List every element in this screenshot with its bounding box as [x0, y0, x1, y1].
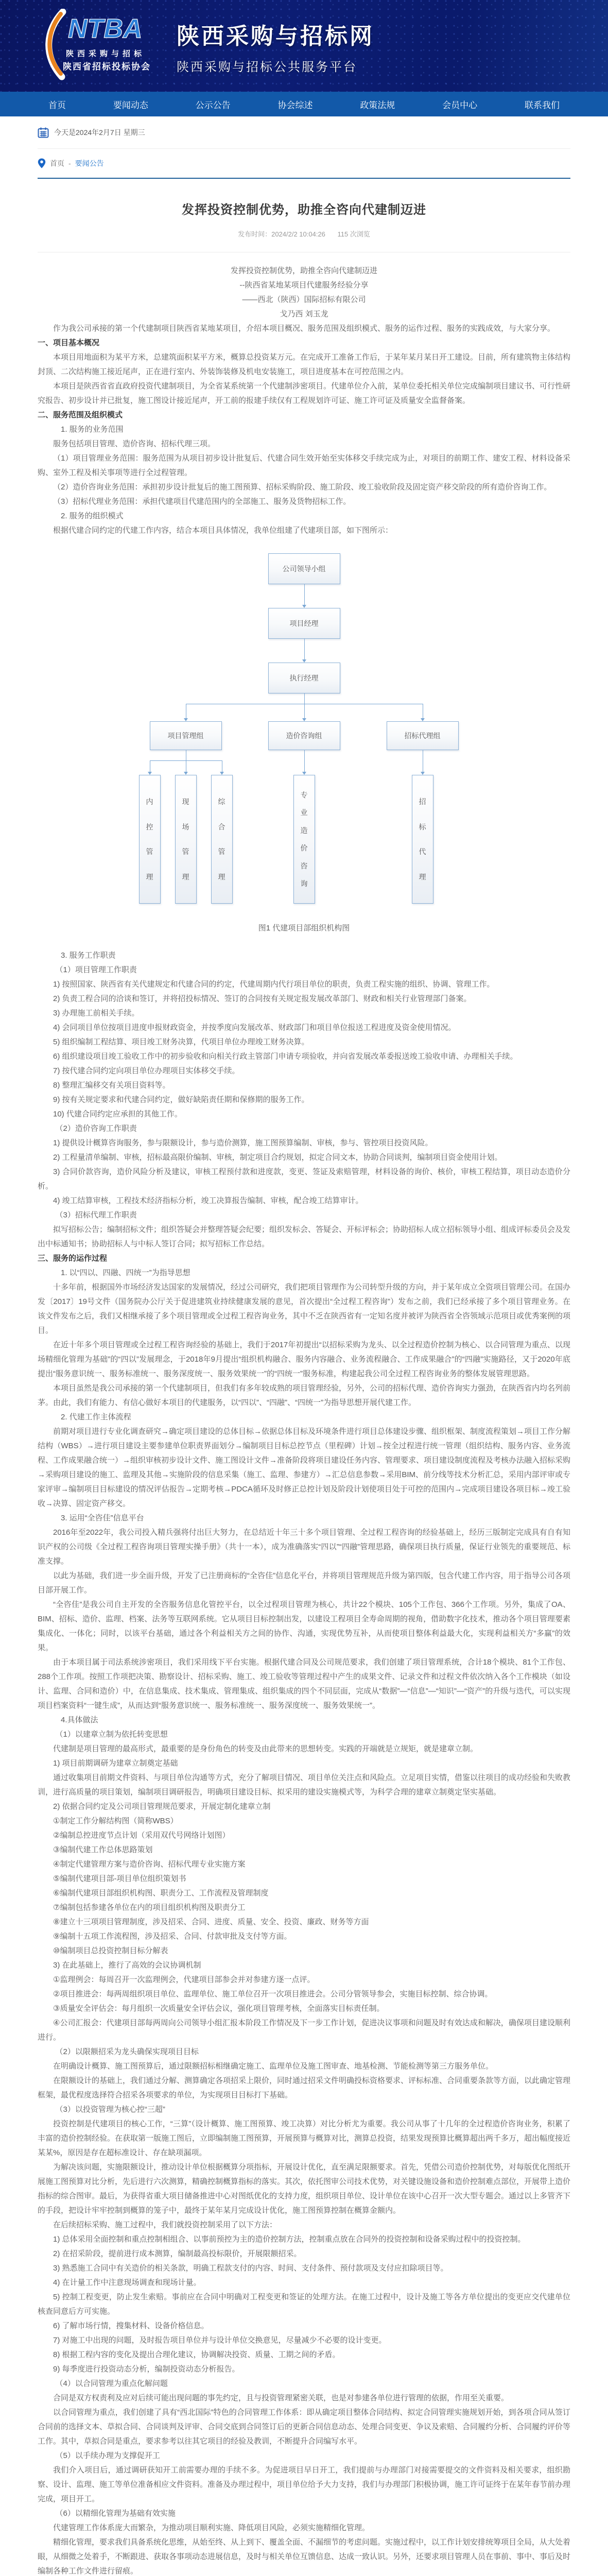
org-arrow: [184, 772, 188, 775]
org-node-leadership: 公司领导小组: [268, 553, 340, 584]
nav-item-2[interactable]: 公示公告: [195, 100, 231, 110]
article-line: 6) 了解市场行情，搜集材料、设备价格信息。: [53, 2321, 209, 2330]
content-container: [38, 116, 570, 2576]
article-line: 3. 服务工作职责: [61, 951, 116, 960]
org-connector: [304, 639, 305, 659]
org-arrow: [421, 718, 425, 721]
site-title: 陕西采购与招标网: [177, 23, 374, 49]
org-arrow: [220, 772, 224, 775]
org-connector: [304, 584, 305, 605]
article-line: 7) 按代建合同约定向项目单位办理项目实体移交手续。: [53, 1066, 240, 1075]
breadcrumb-home[interactable]: 首页: [50, 159, 64, 167]
nav-item-4[interactable]: 政策法规: [360, 100, 395, 110]
article-line: （2）以限额招采为龙头确保实现项目目标: [55, 2047, 199, 2056]
logo-line1: 陕西采购与招标: [66, 49, 146, 58]
org-arrow: [302, 718, 306, 721]
org-connector: [304, 704, 305, 718]
article-line: 投资控制是代建项目的核心工作，“三算”（设计概算、施工图预算、竣工决算）对比分析尤为重要。我公司从事了十几年的全过程造价咨询业务，积累了丰富的造价控制经验。在获取第一版施工图后，立即编制施工图预算，开展预算与概算对比，测算总投资，结果发现预算比概算超出两千多万，超出幅度接近某某%，原因是存在超标准设计、存在缺项漏项。: [38, 2120, 571, 2157]
breadcrumb-divider: [38, 178, 570, 179]
article-line: ①制定工作分解结构图（简称WBS）: [53, 1817, 178, 1825]
section-heading: 一、项目基本概况: [38, 338, 100, 347]
nav-item-6[interactable]: 联系我们: [524, 100, 560, 110]
article-line: 2. 服务的组织模式: [61, 512, 124, 520]
article-line: ⑦编制包括参建各单位在内的项目组织机构图及职责分工: [53, 1903, 246, 1912]
publish-time: 发布时间：2024/2/2 10:04:26: [238, 230, 325, 238]
article-line: 作为我公司承接的第一个代建制项目陕西省某地某项目，介绍本项目概况、服务范围及组织模式、服务的运作过程、服务的实践成效，与大家分享。: [53, 324, 555, 333]
site-subtitle: 陕西采购与招标公共服务平台: [177, 60, 357, 74]
article-line: 2) 依据合同约定及公司项目管理规范要求，开展定制化建章立制: [53, 1802, 271, 1811]
article-line: 在限额设计的基础上，我们通过分解、测算确定各项招采上限价，同时通过招采文件明确投标资格要求、评标标准、合同重要条款等方面，以此确定管理框架，最优程度选择符合招采各项要求的单位，为实现项目目标打下基础。: [38, 2076, 571, 2099]
logo-acronym: NTBA: [68, 13, 143, 44]
article-line: 7) 对施工中出现的问题，及时报告项目单位并与设计单位交换意见，尽量减少不必要的设计变更。: [53, 2336, 387, 2345]
article-line: 2) 工程量清单编制、审核，招标最高限价编制、审核，制定项目合约规划，拟定合同文本，协助合同谈判，编制项目资金使用计划。: [53, 1153, 502, 1162]
org-node-project-manager: 项目经理: [268, 608, 340, 639]
article-line: 3. 运用“全咨佳”信息平台: [61, 1514, 144, 1522]
article-line: 4) 会同项目单位按项目进度申报财政资金，并按季度向发展改革、财政部门和项目单位报送工程进度及资金使用情况。: [53, 1023, 456, 1032]
site-header: [0, 0, 608, 92]
section-heading: 二、服务范围及组织模式: [38, 411, 123, 419]
article-line: 5) 组织编制工程结算、项目竣工财务决算，代项目单位办理竣工财务决算。: [53, 1038, 309, 1046]
breadcrumb-separator: -: [68, 159, 71, 167]
article-line: 3) 在此基础上，推行了高效的会议协调机制: [53, 1961, 201, 1970]
breadcrumb-current[interactable]: 要闻公告: [75, 159, 104, 167]
article-line: 为解决该问题，实施限额设计，推动设计单位根据概算分项指标，开展设计优化，直至满足限额要求。首先，凭借公司造价控制优势，对每版优化图纸开展施工图预算对比分析，先后进行六次测算，精确控制概算指标的落实。其次，依托图审公司技术优势，对关键设施设备和造价控制难点部位，开展带上造价指标的综合图审。最后，为获得省重大项目储备推进中心对图纸优化的支持力度，组织项目单位、设计单位在该中心召开一次大型专题会。通过以上多管齐下的手段，把设计牢牢控制到概算的笼子中，最终于某年某月完成设计优化，施工图预算控制在概算金额内。: [38, 2163, 571, 2215]
article-line: 2. 代建工作主体流程: [61, 1413, 131, 1421]
article-line: ⑧建立十三项项目管理制度，涉及招采、合同、进度、质量、安全、投资、廉政、财务等方面: [53, 1918, 369, 1926]
org-node-group-tender: 招标代理组: [387, 721, 459, 750]
article-line: （2）造价咨询工作职责: [55, 1124, 137, 1133]
article-line: ②编制总控进度节点计划（采用双代号网络计划图）: [53, 1831, 230, 1840]
article-line: ③编制代建工作总体思路策划: [53, 1845, 153, 1854]
article-line: 本项目虽然是我公司承接的第一个代建制项目，但我们有多年较成熟的项目管理经验，另外，公司的招标代理、造价咨询实力强劲，在陕西省内均名列前茅。由此，我们有能力、有信心做好本项目的代建服务，以“四以”、“四融”、“四统一”为指导思想开展代建工作。: [38, 1384, 571, 1407]
figure-caption: 图1 代建项目部组织机构图: [258, 924, 350, 933]
calendar-icon: [38, 127, 49, 138]
org-connector: [304, 693, 305, 704]
view-count: 115 次浏览: [337, 230, 370, 238]
article-line: 拟写招标公告；编制招标文件；组织答疑会并整理答疑会纪要；组织发标会、答疑会、开标评标会；协助招标人成立招标领导小组、组成评标委员会及发出中标通知书；协助招标人与中标人签订合同；拟写招标工作总结。: [38, 1225, 571, 1248]
org-leaf-cost-consulting: 专 业 造 价 咨 询: [293, 775, 315, 904]
site-title-block: [177, 18, 374, 75]
article-line: （1）以建章立制为依托转变思想: [55, 1730, 168, 1739]
main-nav: [0, 92, 608, 116]
article-line: 本项目用地面积为某平方米，总建筑面积某平方米，概算总投资某万元。在完成开工准备工作后，于某年某月某日开工建设。目前，所有建筑物主体结构封顶、二次结构施工接近尾声，正在进行室内、外装饰装修及机电安装施工，项目进度基本在可控范围之内。: [38, 353, 571, 376]
article-line: 前期对项目进行专业化调查研究→确定项目建设的总体目标→依据总体目标及环境条件进行项目总体建设步骤、组织框架、制度流程策划→项目工作分解结构（WBS）→进行项目建设主要参建单位职责界面划分→编制项目目标总控节点（里程碑）计划→按全过程进行统一管理（组织结构、服务内容、业务流程、工作成果融合统一）→组织审核初步设计文件、施工图设计文件→准备阶段将项目建设任务内容、管理要求、项目建设制度流程及考核办法融入招标采购→采购项目建设的施工、监理及其他→实施阶段的信息采集（施工、监理、参建方）→汇总信息参数→采用BIM、前分线等技术分析汇总，采用内部评审或专家评审→编制项目目标建设的情况评估报告→定期考核→PDCA循环及时修正总控计划及阶段计划使项目处于可控的范围内→完成项目建设各项目标→竣工验收→决算、固定资产移交。: [38, 1427, 571, 1508]
org-leaf-site-management: 现 场 管 理: [175, 775, 197, 904]
article-line: （3）招标代理工作职责: [55, 1211, 137, 1219]
article-line: 1) 项目前期调研为建章立制奠定基础: [53, 1759, 178, 1768]
article-line: 1. 服务的业务范围: [61, 425, 124, 434]
article-line: ⑨编制十五项工作流程图，涉及招采、合同、付款审批及支付等方面。: [53, 1932, 292, 1941]
article-line: 戈乃西 刘玉龙: [280, 310, 328, 318]
article-line: 4) 在计量工作中注意现场调查和现场计量。: [53, 2278, 201, 2287]
site-logo[interactable]: [41, 9, 162, 83]
article-meta: [38, 229, 570, 239]
current-date-text: 今天是2024年2月7日 星期三: [54, 128, 145, 137]
logo-graphic: [41, 9, 162, 81]
article-line: 3) 办理施工前相关手续。: [53, 1009, 140, 1018]
article-line: （5）以手续办理为支撑促开工: [55, 2451, 160, 2460]
org-node-group-cost: 造价咨询组: [268, 721, 340, 750]
article-line: 根据代建合同约定的代建工作内容，结合本项目具体情况，我单位组建了代建项目部，如下图所示：: [53, 526, 393, 535]
section-heading: 三、服务的运作过程: [38, 1254, 108, 1263]
article-line: 3) 合同价款咨询，造价风险分析及建议，审核工程预付款和进度款，变更、签证及索赔管理，材料设备的询价、核价，审核工程结算，项目动态造价分析。: [38, 1167, 570, 1191]
article-line: 在近十年多个项目管理或全过程工程咨询经验的基础上，我们于2017年初提出“以招标采购为龙头、以全过程造价控制为核心、以合同管理为重点、以现场精细化管理为基础”的“四以”发展理念，于2018年9月提出“组织机构融合、服务内容融合、业务流程融合、工作成果融合”的“四融”实施路径，又于2020年底提出“服务意识统一、服务标准统一、服务深度统一、服务效果统一”的“四统一”服务标准，构建起我公司全过程工程咨询业务的整体发展管理思路。: [38, 1341, 570, 1378]
org-leaf-general-management: 综 合 管 理: [211, 775, 233, 904]
article-line: ①监理例会：每周召开一次监理例会，代建项目部参会并对参建方逐一点评。: [53, 1975, 315, 1984]
article-line: 1. 以“四以、四融、四统一”为指导思想: [61, 1268, 190, 1277]
nav-item-5[interactable]: 会员中心: [442, 100, 478, 110]
nav-item-3[interactable]: 协会综述: [277, 100, 313, 110]
article-body-bottom: [38, 948, 570, 2576]
article-line: 在明确设计概算、施工图预算后，通过限额招标相继确定施工、监理单位及施工图审查、地基检测、节能检测等第三方服务单位。: [53, 2062, 494, 2071]
article-line: ④制定代建管理方案与造价咨询、招标代理专业实施方案: [53, 1860, 246, 1869]
article-line: 十多年前，根据国外市场经济发达国家的发展情况，经过公司研究，我们把项目管理作为公司转型升级的方向，并于某年成立全资项目管理公司。在国办发〔2017〕19号文件（国务院办公厅关于促进建筑业持续健康发展的意见，首次提出“全过程工程咨询”）发布之前，我们已经承接了多个项目管理业务。在该文件发布之后，我们又相继承接了多个项目管理或全过程工程咨询业务，其中不乏在陕西省有一定知名度并被评为陕西省全咨领域示范项目或优秀案例的项目。: [38, 1283, 571, 1335]
article-line: 9) 按有关规定要求和代建合同约定，做好缺陷责任期和保修期的服务工作。: [53, 1095, 309, 1104]
article-line: --陕西省某地某项目代建服务经验分享: [239, 281, 369, 290]
article-line: 2016年至2022年，我公司投入精兵强将付出巨大努力，在总结近十年三十多个项目管理、全过程工程咨询的经验基础上，经历三版制定完成具有自有知识产权的公司级《全过程工程咨询项目管理实操手册》（共十一本），成为准确落实“四以”“四融”管理思路，确保项目执行质量，保证行业领先的重要规范、标准支撑。: [38, 1528, 570, 1566]
org-chart: [124, 553, 484, 909]
org-arrow: [302, 772, 306, 775]
article-line: （1）项目管理工作职责: [55, 965, 137, 974]
org-arrow: [421, 772, 425, 775]
page-title: 发挥投资控制优势，助推全咨向代建制迈进: [182, 203, 426, 217]
article-line: （4）以合同管理为重点化解问题: [55, 2379, 168, 2388]
article-line: 2) 在招采阶段，提前进行成本测算，编制最高投标限价，开展限额招采。: [53, 2249, 302, 2258]
date-row: [38, 116, 570, 149]
article-line: 在后续招标采购、施工过程中，我们就投资控制采用了以下方法：: [53, 2221, 277, 2229]
article-line: （2）造价咨询业务范围：承担初步设计批复后的施工图预算、招标采购阶段、施工阶段、竣工验收阶段及固定资产移交阶段的所有造价咨询工作。: [53, 483, 552, 492]
article-line: 5) 控制工程变更，防止发生索赔。事前应在合同中明确对工程变更和签证的处理方法。在施工过程中，设计及施工等各方单位提出的变更应交代建单位核查同意后方可实施。: [38, 2293, 570, 2316]
article-line: 8) 根据工程内容的变化及提出合理化建议，协调解决投资、质量、工期之间的矛盾。: [53, 2350, 340, 2359]
article-line: （6）以精细化管理为基础有效实施: [55, 2509, 176, 2518]
article-line: 3) 熟悉施工合同中有关造价的相关条款，明确工程款支付的内容、时间、支付条件、预付款项及支付应扣除项目等。: [53, 2264, 448, 2273]
article-line: 本项目是陕西省省直政府投资代建制项目，为全省某系统第一个代建制涉密项目。代建单位介入前，某单位委托相关单位完成编制项目建议书、可行性研究报告、初步设计并已批复，施工图设计接近尾声，开工前的报建手续仅有工程规划许可证、施工许可证及质量安全监督备案。: [38, 382, 571, 405]
article-line: 8) 整理汇编移交有关项目资料等。: [53, 1081, 170, 1090]
location-pin-icon: [38, 158, 46, 168]
article-line: ⑩编制项目总投资控制目标分解表: [53, 1946, 168, 1955]
article-line: 以合同管理为重点，我们创建了具有“西北国际”特色的合同管理工作体系：即从确定项目整体合同结构、拟定合同管理实施规划开始，到各项合同从签订合同前的选择文本、草拟合同、合同谈判及评审、合同交底到合同签订后的更新合同信息动态、处理合同变更、争议及索赔、合同履约分析、合同履约评价等工作。其中，草拟合同是重点，要求参考以往其它项目的经验及教训，不断提升合同编写水平。: [38, 2408, 571, 2446]
article-line: 6) 组织建设项目竣工验收工作中的初步验收和向相关行政主管部门申请专项验收，并向省发展改革委报送竣工验收申请、办理相关手续。: [53, 1052, 518, 1061]
article-line: ——西北（陕西）国际招标有限公司: [242, 295, 366, 304]
org-arrow: [184, 718, 188, 721]
article-line: “全咨佳”是我公司自主开发的全咨服务信息化管控平台，以全过程项目管理为核心，共计22个模块、105个工作包、366个工作项。另外，集成了OA、BIM、招标、造价、监理、档案、法务等互联网系统。它从项目目标控制出发，以建设工程项目全寿命周期的视角，借助数字化技术，推动各个项目管理要素集成化、一体化；同时，以该平台基础，通过各个利益相关方之间的协作、沟通，实现优势互补，从而使项目整体利益最大化，实现利益相关方“多赢”的效果。: [38, 1600, 570, 1652]
org-arrow: [302, 605, 306, 608]
nav-item-1[interactable]: 要闻动态: [113, 100, 148, 110]
article-line: ⑥编制代建项目部组织机构图、职责分工、工作流程及管理制度: [53, 1889, 269, 1897]
article-line: ⑤编制代建项目部-项目单位组织策划书: [53, 1874, 186, 1883]
article-line: 4.具体做法: [61, 1716, 98, 1724]
article-line: 1) 按照国家、陕西省有关代建规定和代建合同的约定，代建周期内代行项目单位的职责，负责工程实施的组织、协调、管理工作。: [53, 980, 495, 989]
article-line: 精细化管理，要求我们具备系统化思维，从始至终、从上到下、覆盖全面、不漏细节的考虑问题。实施过程中，以工作计划安排统筹项目全局，从大处着眼，从细微之处着手，不断跟进、获取各事项动态进展信息，及时与相关单位互馈信息、达成一致认识。另外，还要求项目管理人员在事前、事中、事后及时编制各种工作文件进行留痕。: [38, 2538, 571, 2575]
org-node-executive-manager: 执行经理: [268, 663, 340, 693]
article-line: ③质量安全评估会：每月组织一次质量安全评估会议，强化项目管理考核，全面落实目标责任制。: [53, 2004, 385, 2013]
article-line: 10) 代建合同约定应承担的其他工作。: [53, 1110, 182, 1118]
article-line: ④公司汇报会：代建项目部每两周向公司领导小组汇报本阶段工作情况及下一步工作计划，促进决议事项和问题及时有效达成和解决，确保项目建设顺利进行。: [38, 2019, 570, 2042]
article-line: 代建制是项目管理的最高形式，最重要的是身份角色的转变及由此带来的思想转变。实践的开端就是立规矩，就是建章立制。: [53, 1744, 478, 1753]
article-line: （3）以投资管理为核心控“三超”: [55, 2105, 165, 2114]
article-line: 9) 每季度进行投资动态分析，编制投资动态分析报告。: [53, 2365, 240, 2374]
article-line: 合同是双方权责利及应对后续可能出现问题的事先约定，且与投资管理紧密关联，也是对参建各单位进行管理的依据，作用至关重要。: [53, 2394, 509, 2402]
article-line: 1) 提供设计概算咨询服务，参与限额设计，参与造价测算，施工图预算编制、审核，参与、管控项目投资风险。: [53, 1139, 433, 1147]
article-line: （3）招标代理业务范围：承担代建项目代建范围内的全部施工、服务及货物招标工作。: [53, 497, 351, 506]
article-line: 由于本项目属于司法系统涉密项目，我们采用线下平台实施。根据代建合同及公司规范要求，我们创建了项目管理系统，合计18个模块、81个工作包、288个工作项。按照工作项把决策、勘察设计、招标采购、施工、竣工验收等管理过程中产生的成果文件、记录文件和过程文件依次纳入各个工作模块（如设计、监理、合同和造价）中，在信息集成、技术集成、管理集成、组织集成的四个不同层面，完成从“数据”—“信息”—“知识”—“资产”的升级与迭代，可以实现项目档案资料“一键生成”，从而达到“服务意识统一、服务标准统一、服务深度统一、服务效果统一”。: [38, 1658, 570, 1710]
org-leaf-tender-agency: 招 标 代 理: [412, 775, 433, 904]
article-line: 2) 负责工程合同的洽谈和签订，并将招投标情况、签订的合同按有关规定报发展改革部门、财政和相关行业管理部门备案。: [53, 994, 472, 1003]
article-line: 通过收集项目前期文件资料、与项目单位沟通等方式，充分了解项目情况、项目单位关注点和风险点。立足项目实情，借鉴以往项目的成功经验和失败教训，进行高质量的项目策划，编制项目调研报告，明确项目建设目标、拟采用的建设实施模式等，为科学合理的建章立制奠定坚实基础。: [38, 1773, 571, 1797]
org-arrow: [302, 659, 306, 663]
article-line: 代建管理工作体系庞大而繁杂，为推动项目顺利实施、降低项目风险，必须实施精细化管理。: [53, 2523, 370, 2532]
org-node-group-pm: 项目管理组: [150, 721, 222, 750]
org-arrow: [148, 772, 152, 775]
article-line: 服务包括项目管理、造价咨询、招标代理三项。: [53, 439, 216, 448]
logo-line2: 陕西省招标投标协会: [63, 61, 151, 72]
article-line: ②项目推进会：每两周组织项目单位、监理单位、施工单位召开一次项目推进会。公司分管领导参会，实施目标控制、综合协调。: [53, 1990, 493, 1998]
breadcrumb: [38, 149, 570, 178]
article-line: 我们介入项目后，通过调研获知开工前需要办理的手续不多。为促进项目早日开工，我们提前与办理部门对接需要提交的文件资料及相关要求，组织勘察、设计、监理、施工等单位准备相应文件资料。准备及办理过程中，项目单位给予大力支持，我们与办理部门积极协调，施工许可证终于在某年春节前办理完成，项目开工。: [38, 2466, 571, 2503]
article-line: 4) 竣工结算审核，工程技术经济指标分析，竣工决算报告编制、审核，配合竣工结算审计。: [53, 1196, 363, 1205]
article-line: 以此为基础，我们进一步全面升级，开发了已注册商标的“全咨佳”信息化平台，并将项目管理规范升级为第四版，包含代建工作内容，用于指导公司各项目部开展工作。: [38, 1571, 570, 1595]
org-connector: [304, 750, 305, 772]
nav-item-0[interactable]: 首页: [48, 100, 66, 110]
org-leaf-internal-control: 内 控 管 理: [139, 775, 161, 904]
article-line: 1) 总体采用全面控制和重点控制相组合、以事前预控为主的造价控制方法，控制重点放在合同外的投资控制和设备采购过程中的投资控制。: [53, 2235, 526, 2244]
article-line: （1）项目管理业务范围：服务范围为从项目初步设计批复后、代建合同生效开始至实体移交手续完成为止，对项目的前期工作、建安工程、材料设备采购、室外工程及相关事项等进行全过程管理。: [38, 454, 570, 477]
article-body-top: [38, 264, 570, 538]
article-line: 发挥投资控制优势，助推全咨向代建制迈进: [230, 266, 377, 275]
